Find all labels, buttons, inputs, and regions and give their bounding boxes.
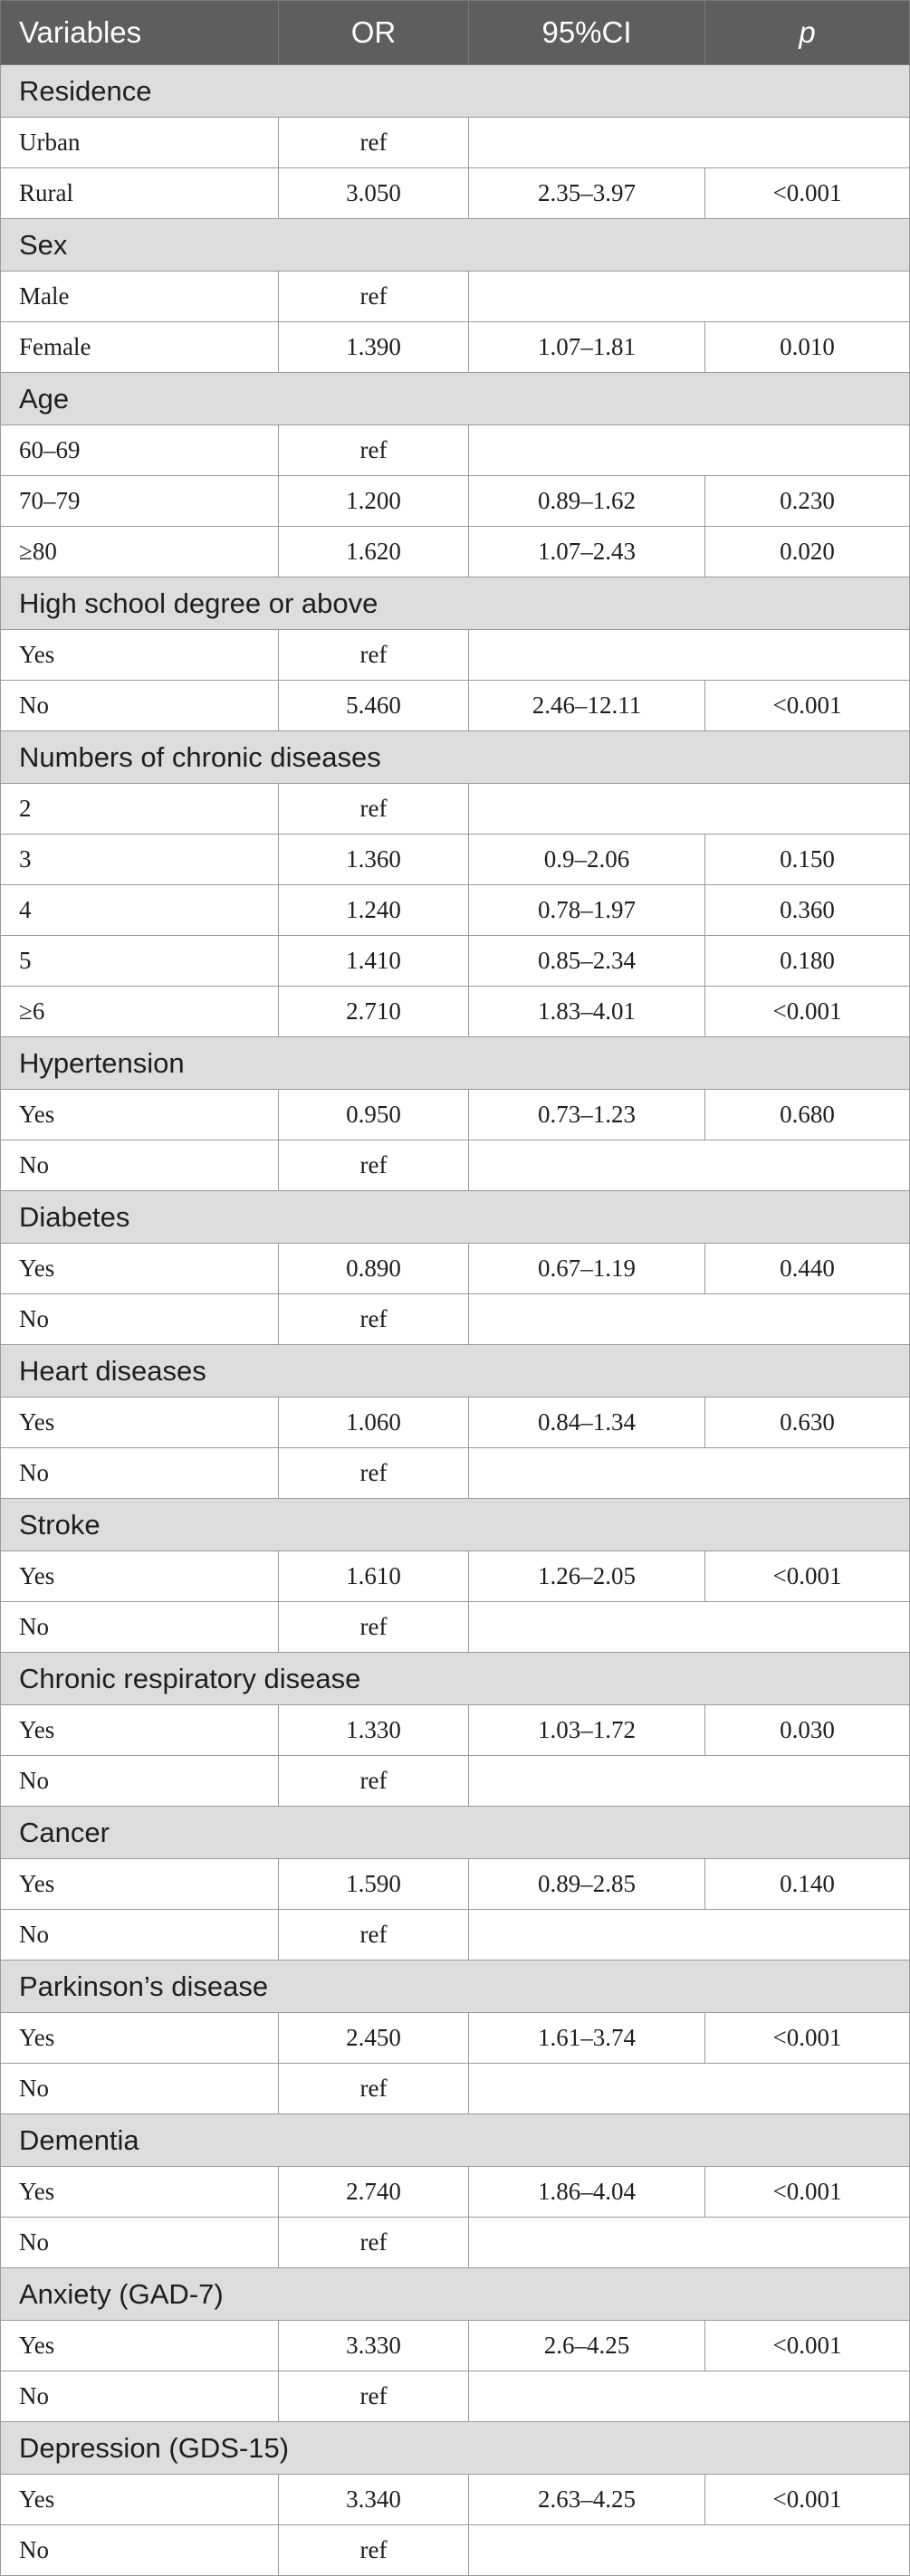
table-row — [1, 2371, 910, 2422]
group-row — [1, 1037, 910, 1090]
or-cell: 3.340 — [279, 2475, 469, 2525]
or-cell: ref — [279, 272, 469, 322]
variable-level-cell: ≥6 — [1, 987, 279, 1037]
or-cell: 0.950 — [279, 1090, 469, 1140]
variable-level-cell: No — [1, 1756, 279, 1807]
variable-level-cell: Yes — [1, 1705, 279, 1756]
ci-cell: 0.78–1.97 — [469, 885, 705, 936]
empty-cell — [469, 1294, 910, 1345]
ci-cell: 1.03–1.72 — [469, 1705, 705, 1756]
p-value-cell: <0.001 — [705, 987, 910, 1037]
or-cell: ref — [279, 1910, 469, 1961]
table-row — [1, 936, 910, 987]
variable-level-cell: Urban — [1, 118, 279, 168]
variable-level-cell: No — [1, 1448, 279, 1499]
or-cell: ref — [279, 2064, 469, 2114]
or-cell: 3.330 — [279, 2321, 469, 2371]
group-label: Chronic respiratory disease — [1, 1653, 910, 1705]
p-value-cell: 0.150 — [705, 835, 910, 885]
variable-level-cell: No — [1, 1602, 279, 1653]
table-body — [1, 65, 910, 2576]
or-cell: 2.450 — [279, 2013, 469, 2064]
header-ci: 95%CI — [469, 1, 705, 65]
table-row — [1, 2321, 910, 2371]
group-row — [1, 1653, 910, 1705]
group-label: Age — [1, 373, 910, 425]
table-row — [1, 322, 910, 373]
table-row — [1, 425, 910, 476]
group-row — [1, 1807, 910, 1859]
group-row — [1, 2422, 910, 2475]
group-row — [1, 219, 910, 272]
ci-cell: 1.83–4.01 — [469, 987, 705, 1037]
table-row — [1, 2064, 910, 2114]
or-cell: 1.240 — [279, 885, 469, 936]
variable-level-cell: Yes — [1, 2167, 279, 2218]
table-row — [1, 784, 910, 835]
table-row — [1, 2525, 910, 2576]
table-row — [1, 987, 910, 1037]
table-row — [1, 272, 910, 322]
or-cell: ref — [279, 1602, 469, 1653]
variable-level-cell: 70–79 — [1, 476, 279, 527]
group-label: Sex — [1, 219, 910, 272]
ci-cell: 2.6–4.25 — [469, 2321, 705, 2371]
or-cell: ref — [279, 784, 469, 835]
table-row — [1, 118, 910, 168]
table-row — [1, 1859, 910, 1910]
variable-level-cell: Yes — [1, 1244, 279, 1294]
or-cell: 2.710 — [279, 987, 469, 1037]
or-cell: 3.050 — [279, 168, 469, 219]
ci-cell: 2.35–3.97 — [469, 168, 705, 219]
table-row — [1, 1756, 910, 1807]
variable-level-cell: No — [1, 1910, 279, 1961]
table-row — [1, 1244, 910, 1294]
group-label: Heart diseases — [1, 1345, 910, 1398]
or-cell: 0.890 — [279, 1244, 469, 1294]
empty-cell — [469, 630, 910, 681]
variable-level-cell: 5 — [1, 936, 279, 987]
group-row — [1, 1191, 910, 1244]
variable-level-cell: 3 — [1, 835, 279, 885]
ci-cell: 0.9–2.06 — [469, 835, 705, 885]
table-row — [1, 1551, 910, 1602]
empty-cell — [469, 2064, 910, 2114]
or-cell: 1.330 — [279, 1705, 469, 1756]
or-cell: ref — [279, 1294, 469, 1345]
or-cell: ref — [279, 425, 469, 476]
table-row — [1, 835, 910, 885]
or-cell: 1.610 — [279, 1551, 469, 1602]
table-row — [1, 1910, 910, 1961]
group-label: Cancer — [1, 1807, 910, 1859]
p-value-cell: 0.680 — [705, 1090, 910, 1140]
p-value-cell: <0.001 — [705, 2321, 910, 2371]
or-cell: 1.360 — [279, 835, 469, 885]
table-row — [1, 1090, 910, 1140]
variable-level-cell: Male — [1, 272, 279, 322]
p-value-cell: 0.020 — [705, 527, 910, 577]
header-row — [1, 1, 910, 65]
variable-level-cell: Yes — [1, 630, 279, 681]
group-label: Residence — [1, 65, 910, 118]
table-row — [1, 1448, 910, 1499]
variable-level-cell: Rural — [1, 168, 279, 219]
or-cell: ref — [279, 1448, 469, 1499]
p-value-cell: 0.140 — [705, 1859, 910, 1910]
table-header — [1, 1, 910, 65]
ci-cell: 0.84–1.34 — [469, 1398, 705, 1448]
variable-level-cell: Yes — [1, 2475, 279, 2525]
or-cell: ref — [279, 2218, 469, 2268]
ci-cell: 2.63–4.25 — [469, 2475, 705, 2525]
empty-cell — [469, 1140, 910, 1191]
group-row — [1, 1499, 910, 1551]
group-row — [1, 1345, 910, 1398]
p-value-cell: 0.010 — [705, 322, 910, 373]
or-cell: ref — [279, 1756, 469, 1807]
group-row — [1, 65, 910, 118]
empty-cell — [469, 2371, 910, 2422]
p-value-cell: <0.001 — [705, 2475, 910, 2525]
or-cell: 1.060 — [279, 1398, 469, 1448]
table-row — [1, 2167, 910, 2218]
p-value-cell: 0.360 — [705, 885, 910, 936]
group-label: High school degree or above — [1, 577, 910, 630]
ci-cell: 0.85–2.34 — [469, 936, 705, 987]
group-row — [1, 577, 910, 630]
table-row — [1, 1705, 910, 1756]
empty-cell — [469, 2525, 910, 2576]
table-row — [1, 885, 910, 936]
variable-level-cell: Female — [1, 322, 279, 373]
empty-cell — [469, 784, 910, 835]
variable-level-cell: ≥80 — [1, 527, 279, 577]
group-row — [1, 2114, 910, 2167]
p-value-cell: 0.180 — [705, 936, 910, 987]
ci-cell: 1.86–4.04 — [469, 2167, 705, 2218]
table-row — [1, 1294, 910, 1345]
group-label: Hypertension — [1, 1037, 910, 1090]
ci-cell: 0.67–1.19 — [469, 1244, 705, 1294]
or-cell: ref — [279, 2525, 469, 2576]
group-label: Parkinson’s disease — [1, 1961, 910, 2013]
group-row — [1, 1961, 910, 2013]
group-label: Anxiety (GAD-7) — [1, 2268, 910, 2321]
group-row — [1, 373, 910, 425]
variable-level-cell: No — [1, 681, 279, 731]
group-row — [1, 731, 910, 784]
p-value-cell: 0.030 — [705, 1705, 910, 1756]
p-value-cell: <0.001 — [705, 168, 910, 219]
empty-cell — [469, 1756, 910, 1807]
group-row — [1, 2268, 910, 2321]
p-value-cell: 0.630 — [705, 1398, 910, 1448]
variable-level-cell: No — [1, 2218, 279, 2268]
p-value-cell: <0.001 — [705, 1551, 910, 1602]
variable-level-cell: 2 — [1, 784, 279, 835]
group-label: Stroke — [1, 1499, 910, 1551]
or-cell: ref — [279, 118, 469, 168]
p-value-cell: <0.001 — [705, 2167, 910, 2218]
variable-level-cell: Yes — [1, 1090, 279, 1140]
table-row — [1, 1398, 910, 1448]
or-cell: 5.460 — [279, 681, 469, 731]
or-cell: 2.740 — [279, 2167, 469, 2218]
p-value-cell: <0.001 — [705, 681, 910, 731]
header-or: OR — [279, 1, 469, 65]
table-row — [1, 2013, 910, 2064]
ci-cell: 0.73–1.23 — [469, 1090, 705, 1140]
table-row — [1, 2218, 910, 2268]
table-row — [1, 527, 910, 577]
table-row — [1, 1140, 910, 1191]
empty-cell — [469, 1602, 910, 1653]
p-value-cell: 0.440 — [705, 1244, 910, 1294]
empty-cell — [469, 1910, 910, 1961]
group-label: Numbers of chronic diseases — [1, 731, 910, 784]
p-value-cell: <0.001 — [705, 2013, 910, 2064]
group-label: Diabetes — [1, 1191, 910, 1244]
variable-level-cell: 4 — [1, 885, 279, 936]
table-row — [1, 2475, 910, 2525]
group-label: Dementia — [1, 2114, 910, 2167]
variable-level-cell: Yes — [1, 1551, 279, 1602]
variable-level-cell: Yes — [1, 2321, 279, 2371]
variable-level-cell: Yes — [1, 2013, 279, 2064]
variable-level-cell: No — [1, 2525, 279, 2576]
or-cell: 1.390 — [279, 322, 469, 373]
group-label: Depression (GDS-15) — [1, 2422, 910, 2475]
empty-cell — [469, 2218, 910, 2268]
variable-level-cell: No — [1, 2371, 279, 2422]
ci-cell: 0.89–1.62 — [469, 476, 705, 527]
variable-level-cell: Yes — [1, 1398, 279, 1448]
table-row — [1, 168, 910, 219]
empty-cell — [469, 118, 910, 168]
or-cell: 1.620 — [279, 527, 469, 577]
empty-cell — [469, 1448, 910, 1499]
empty-cell — [469, 272, 910, 322]
ci-cell: 1.26–2.05 — [469, 1551, 705, 1602]
ci-cell: 1.07–1.81 — [469, 322, 705, 373]
table-row — [1, 1602, 910, 1653]
table-row — [1, 681, 910, 731]
variable-level-cell: No — [1, 2064, 279, 2114]
header-variables: Variables — [1, 1, 279, 65]
variable-level-cell: 60–69 — [1, 425, 279, 476]
or-cell: ref — [279, 1140, 469, 1191]
ci-cell: 1.61–3.74 — [469, 2013, 705, 2064]
p-value-cell: 0.230 — [705, 476, 910, 527]
variable-level-cell: No — [1, 1140, 279, 1191]
empty-cell — [469, 425, 910, 476]
or-cell: 1.590 — [279, 1859, 469, 1910]
header-p: p — [705, 1, 910, 65]
or-cell: ref — [279, 630, 469, 681]
ci-cell: 2.46–12.11 — [469, 681, 705, 731]
ci-cell: 1.07–2.43 — [469, 527, 705, 577]
or-cell: ref — [279, 2371, 469, 2422]
or-cell: 1.410 — [279, 936, 469, 987]
table-row — [1, 630, 910, 681]
ci-cell: 0.89–2.85 — [469, 1859, 705, 1910]
table-row — [1, 476, 910, 527]
variable-level-cell: No — [1, 1294, 279, 1345]
variable-level-cell: Yes — [1, 1859, 279, 1910]
or-cell: 1.200 — [279, 476, 469, 527]
